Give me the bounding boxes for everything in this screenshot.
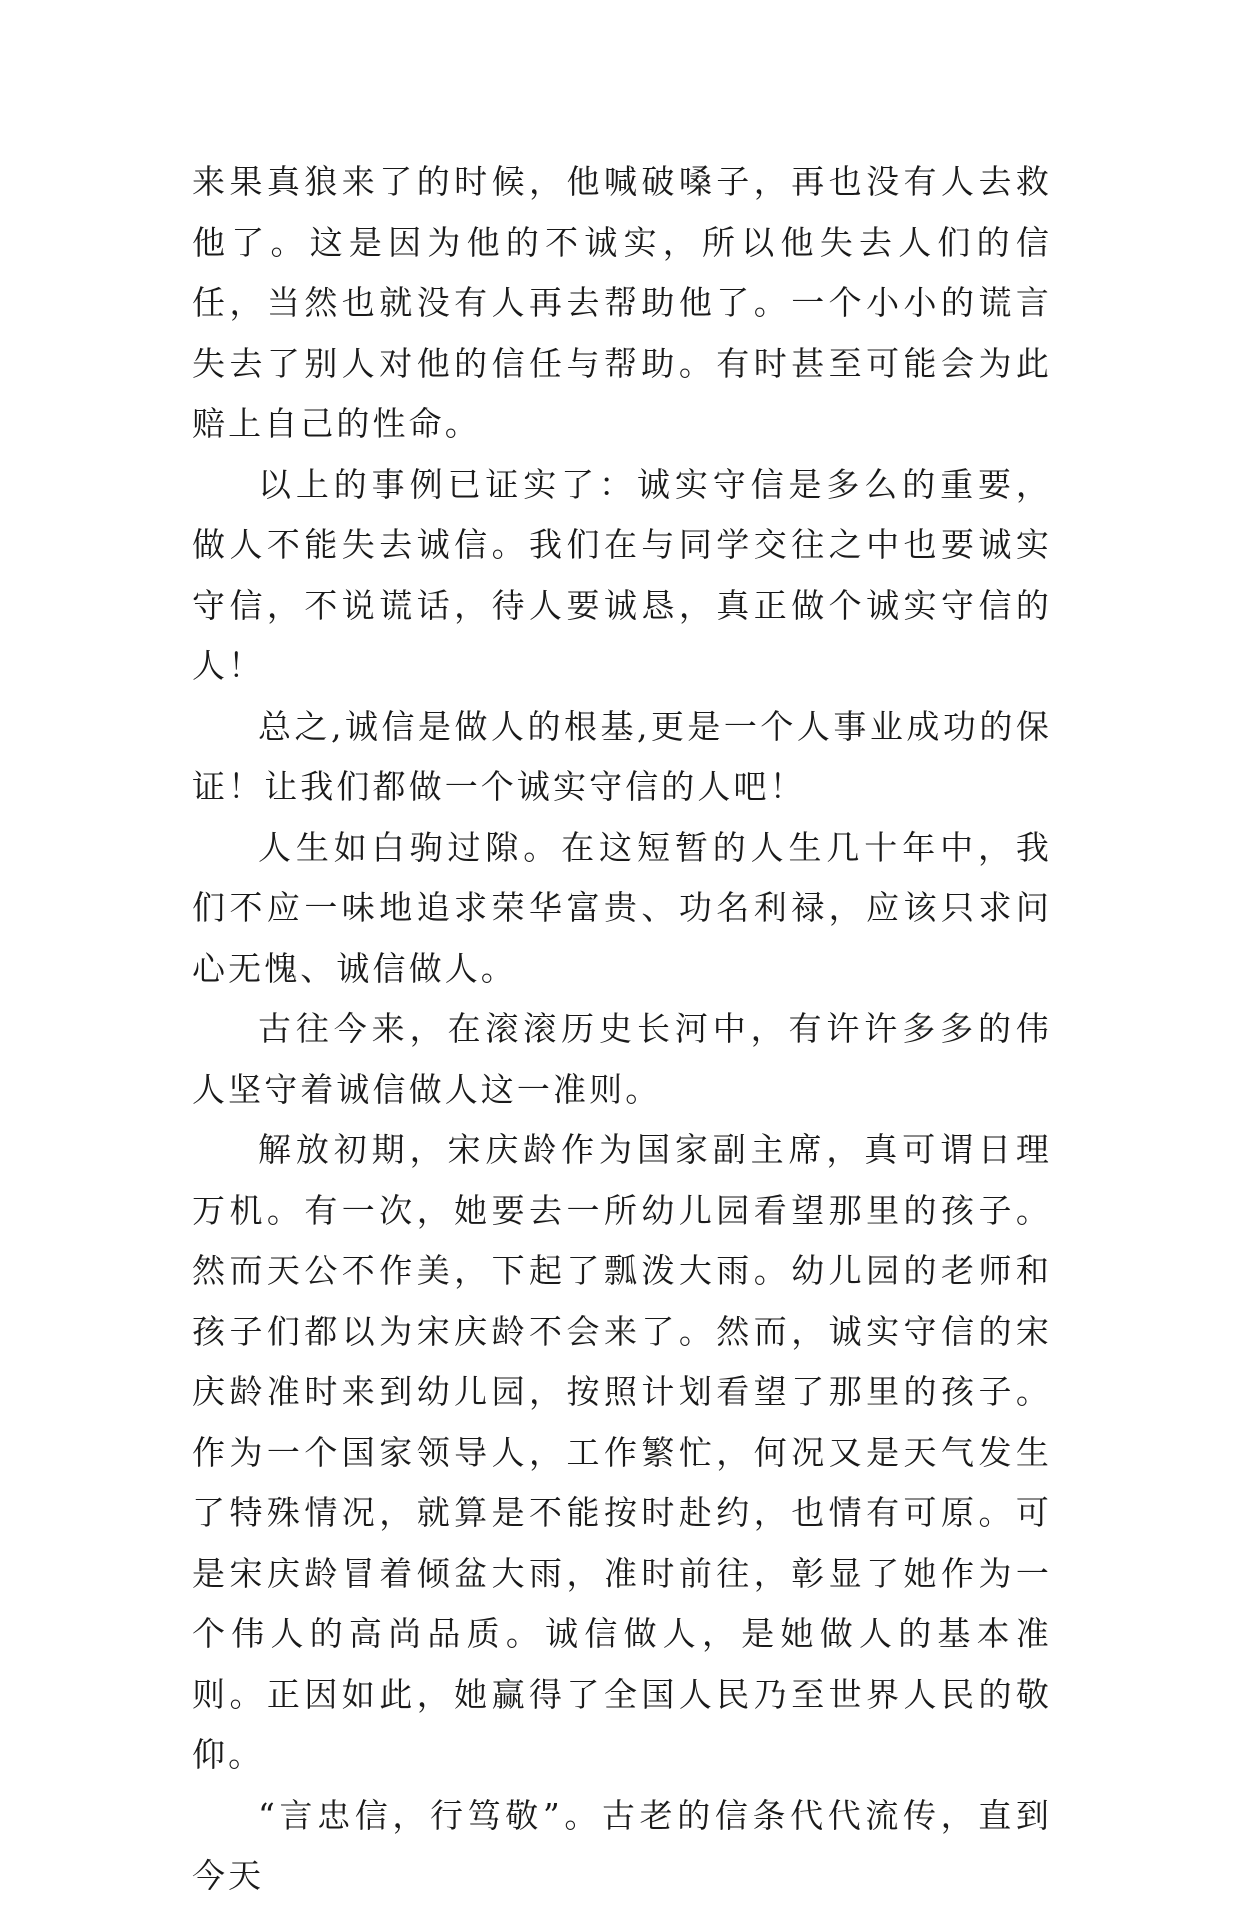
paragraph — [192, 999, 1052, 1120]
text-line: 总之,诚信是做人的根基,更是一个人事业成功的保证！ — [192, 706, 1052, 806]
paragraph — [192, 697, 1052, 818]
text-line: 能失去诚信。我们在与同学交往之中也要诚实守信，不说谎 — [192, 525, 1052, 625]
paragraph — [192, 455, 1052, 697]
paragraph — [192, 1120, 1052, 1786]
text-line: 来果真狼来了的时候，他喊破嗓子，再也没有人去救他了。 — [192, 162, 1052, 262]
text-line: 一味地追求荣华富贵、功名利禄，应该只求问心无愧、诚信 — [192, 888, 1052, 988]
paragraph — [192, 152, 1052, 455]
text-line: 有一次，她要去一所幼儿园看望那里的孩子。然而天公不作 — [192, 1190, 1052, 1290]
text-line: 美，下起了瓢泼大雨。幼儿园的老师和孩子们都以为宋庆龄 — [192, 1251, 1052, 1351]
text-line: 古往今来，在滚滚历史长河中，有许许多多的伟人坚守 — [192, 1009, 1052, 1109]
document-body — [192, 152, 1052, 1907]
text-line: 话，待人要诚恳，真正做个诚实守信的人！ — [192, 585, 1052, 685]
text-line: 做人。 — [408, 948, 517, 988]
text-line: 解放初期，宋庆龄作为国家副主席，真可谓日理万机。 — [192, 1130, 1052, 1230]
text-line: 让我们都做一个诚实守信的人吧！ — [264, 767, 806, 806]
text-line: 与帮助。有时甚至可能会为此赔上自己的性命。 — [192, 343, 1052, 443]
text-line: 不会来了。然而，诚实守信的宋庆龄准时来到幼儿园，按照 — [192, 1311, 1052, 1411]
text-line: 着诚信做人这一准则。 — [300, 1069, 662, 1109]
text-line: 人生如白驹过隙。在这短暂的人生几十年中，我们不应 — [192, 827, 1052, 927]
text-line: 计划看望了那里的孩子。作为一个国家领导人，工作繁忙， — [192, 1372, 1053, 1472]
text-line: 以上的事例已证实了：诚实守信是多么的重要，做人不 — [192, 464, 1052, 564]
text-line: 为一个伟人的高尚品质。诚信做人，是她做人的基本准则。 — [192, 1553, 1053, 1714]
text-line: 正因如此，她赢得了全国人民乃至世界人民的敬仰。 — [192, 1674, 1052, 1774]
text-line: 这是因为他的不诚实，所以他失去人们的信任，当然也就没 — [192, 222, 1052, 322]
paragraph — [192, 1786, 1052, 1907]
text-line: “言忠信，行笃敬”。古老的信条代代流传，直到今天 — [192, 1795, 1052, 1895]
paragraph — [192, 818, 1052, 1000]
text-line: 何况又是天气发生了特殊情况，就算是不能按时赴约，也情 — [192, 1432, 1052, 1532]
text-line: 有人再去帮助他了。一个小小的谎言失去了别人对他的信任 — [192, 283, 1052, 383]
text-line: 有可原。可是宋庆龄冒着倾盆大雨，准时前往，彰显了她作 — [192, 1493, 1052, 1593]
